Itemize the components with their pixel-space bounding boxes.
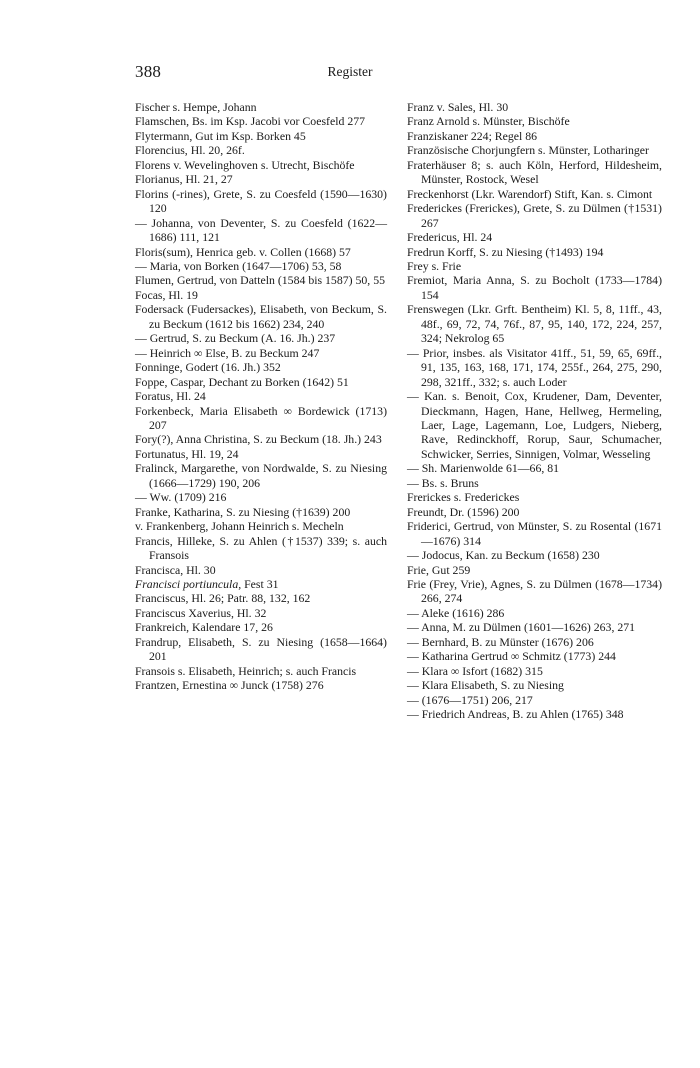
index-entry: — Sh. Marienwolde 61—66, 81: [407, 461, 560, 476]
page-number: 388: [135, 62, 162, 81]
index-entry: Florencius, Hl. 20, 26f.: [135, 143, 245, 158]
index-entry: Focas, Hl. 19: [135, 287, 198, 302]
index-entry: — Katharina Gertrud ∞ Schmitz (1773) 244: [407, 649, 616, 664]
index-entry: Fischer s. Hempe, Johann: [135, 100, 257, 114]
index-entry: — Maria, von Borken (1647—1706) 53, 58: [135, 258, 342, 273]
index-entry: Flumen, Gertrud, von Datteln (1584 bis 1587) 50, 55: [135, 273, 385, 288]
index-entry: Franz v. Sales, Hl. 30: [407, 100, 509, 114]
index-entry: Florens v. Wevelinghoven s. Utrecht, Bischöfe: [135, 157, 355, 172]
index-entry: Forkenbeck, Maria Elisabeth ∞ Bordewick (1713) 207: [135, 403, 387, 432]
index-entry: Fonninge, Godert (16. Jh.) 352: [135, 360, 281, 375]
index-column-left: [135, 100, 387, 693]
index-entry: Frantzen, Ernestina ∞ Junck (1758) 276: [135, 678, 324, 693]
index-entry: Französische Chorjungfern s. Münster, Lotharinger: [407, 143, 649, 158]
index-entry: Frey s. Frie: [407, 258, 462, 273]
index-entry: — Ww. (1709) 216: [135, 490, 227, 505]
index-entry: — Klara Elisabeth, S. zu Niesing: [407, 678, 564, 693]
index-entry: — Anna, M. zu Dülmen (1601—1626) 263, 271: [407, 620, 636, 635]
index-entry: Frederickes (Frerickes), Grete, S. zu Dülmen (†1531) 267: [407, 201, 662, 230]
index-entry: Fory(?), Anna Christina, S. zu Beckum (18. Jh.) 243: [135, 432, 382, 447]
index-entry: — Kan. s. Benoit, Cox, Krudener, Dam, Deventer, Dieckmann, Hagen, Hane, Hellweg, Hermeling, Laer, Lage, Lagemann, Loe, Ludgers, Nieberg, Rave, Redinckhoff, Rorup, Saur, Schumacher, Schwicker, Serries, Sinnigen, Volmar, Wesseling: [407, 389, 662, 461]
index-entry: — Aleke (1616) 286: [407, 605, 505, 620]
index-entry: Frenswegen (Lkr. Grft. Bentheim) Kl. 5, 8, 11ff., 43, 48f., 69, 72, 74, 76f., 87, 95, 140, 172, 224, 257, 324; Nekrolog 65: [407, 302, 662, 346]
index-entry: Fraterhäuser 8; s. auch Köln, Herford, Hildesheim, Münster, Rostock, Wesel: [407, 157, 662, 187]
index-entry: — Prior, insbes. als Visitator 41ff., 51, 59, 65, 69ff., 91, 135, 163, 168, 171, 174, 255f., 264, 275, 290, 298, 321ff., 332; s. auch Loder: [407, 345, 662, 389]
index-entry: Foratus, Hl. 24: [135, 389, 206, 404]
index-entry: — Johanna, von Deventer, S. zu Coesfeld (1622—1686) 111, 121: [135, 215, 387, 245]
index-entry: Foppe, Caspar, Dechant zu Borken (1642) 51: [135, 374, 349, 389]
index-entry: Flamschen, Bs. im Ksp. Jacobi vor Coesfeld 277: [135, 114, 366, 129]
index-entry: Fodersack (Fudersackes), Elisabeth, von Beckum, S. zu Beckum (1612 bis 1662) 234, 240: [135, 302, 387, 331]
index-entry: Florianus, Hl. 21, 27: [135, 172, 233, 187]
page-header: [135, 62, 565, 82]
index-entry: Franziskaner 224; Regel 86: [407, 128, 538, 143]
index-entry: — Klara ∞ Isfort (1682) 315: [407, 663, 543, 678]
index-entry-italic: [135, 577, 387, 591]
index-entry: — Heinrich ∞ Else, B. zu Beckum 247: [135, 345, 320, 360]
index-entry: Francisca, Hl. 30: [135, 562, 216, 577]
index-entry: Franke, Katharina, S. zu Niesing (†1639) 200: [135, 504, 351, 519]
index-entry: Franz Arnold s. Münster, Bischöfe: [407, 114, 570, 129]
running-title: Register: [327, 64, 373, 79]
index-entry: Frandrup, Elisabeth, S. zu Niesing (1658—1664) 201: [135, 634, 387, 664]
index-entry-text: Fest 31: [244, 576, 279, 591]
index-entry: Floris(sum), Henrica geb. v. Collen (1668) 57: [135, 244, 351, 259]
index-entry: v. Frankenberg, Johann Heinrich s. Mecheln: [135, 519, 344, 534]
index-entry: Freundt, Dr. (1596) 200: [407, 504, 520, 519]
index-entry: Franciscus Xaverius, Hl. 32: [135, 605, 267, 620]
index-entry: Friderici, Gertrud, von Münster, S. zu Rosental (1671—1676) 314: [407, 519, 662, 548]
index-entry: Freckenhorst (Lkr. Warendorf) Stift, Kan. s. Cimont: [407, 186, 653, 201]
index-entry: — Bernhard, B. zu Münster (1676) 206: [407, 634, 594, 649]
index-entry: Fredericus, Hl. 24: [407, 230, 493, 245]
index-entry: Fremiot, Maria Anna, S. zu Bocholt (1733—1784) 154: [407, 273, 662, 302]
index-entry: Frankreich, Kalendare 17, 26: [135, 620, 273, 635]
index-entry: Fortunatus, Hl. 19, 24: [135, 446, 239, 461]
index-entry: — Friedrich Andreas, B. zu Ahlen (1765) 348: [407, 707, 624, 722]
index-entry: Frie (Frey, Vrie), Agnes, S. zu Dülmen (1678—1734) 266, 274: [407, 576, 662, 606]
index-entry: Frerickes s. Frederickes: [407, 490, 520, 505]
index-entry: — (1676—1751) 206, 217: [407, 692, 533, 707]
index-entry: — Bs. s. Bruns: [407, 475, 479, 490]
index-entry: Fralinck, Margarethe, von Nordwalde, S. zu Niesing (1666—1729) 190, 206: [135, 461, 387, 490]
index-entry: Franciscus, Hl. 26; Patr. 88, 132, 162: [135, 591, 311, 606]
italic-term: Francisci portiuncula,: [135, 576, 242, 591]
index-column-right: [407, 100, 662, 721]
index-entry: — Jodocus, Kan. zu Beckum (1658) 230: [407, 548, 600, 563]
index-entry: Fredrun Korff, S. zu Niesing (†1493) 194: [407, 244, 604, 259]
index-entry: Francis, Hilleke, S. zu Ahlen (†1537) 339; s. auch Fransois: [135, 533, 387, 563]
index-entry: Florins (-rines), Grete, S. zu Coesfeld (1590—1630) 120: [135, 186, 387, 216]
index-entry: — Gertrud, S. zu Beckum (A. 16. Jh.) 237: [135, 331, 336, 346]
index-entry: Fransois s. Elisabeth, Heinrich; s. auch Francis: [135, 663, 357, 678]
index-entry: Flytermann, Gut im Ksp. Borken 45: [135, 128, 306, 143]
index-entry: Frie, Gut 259: [407, 562, 471, 577]
